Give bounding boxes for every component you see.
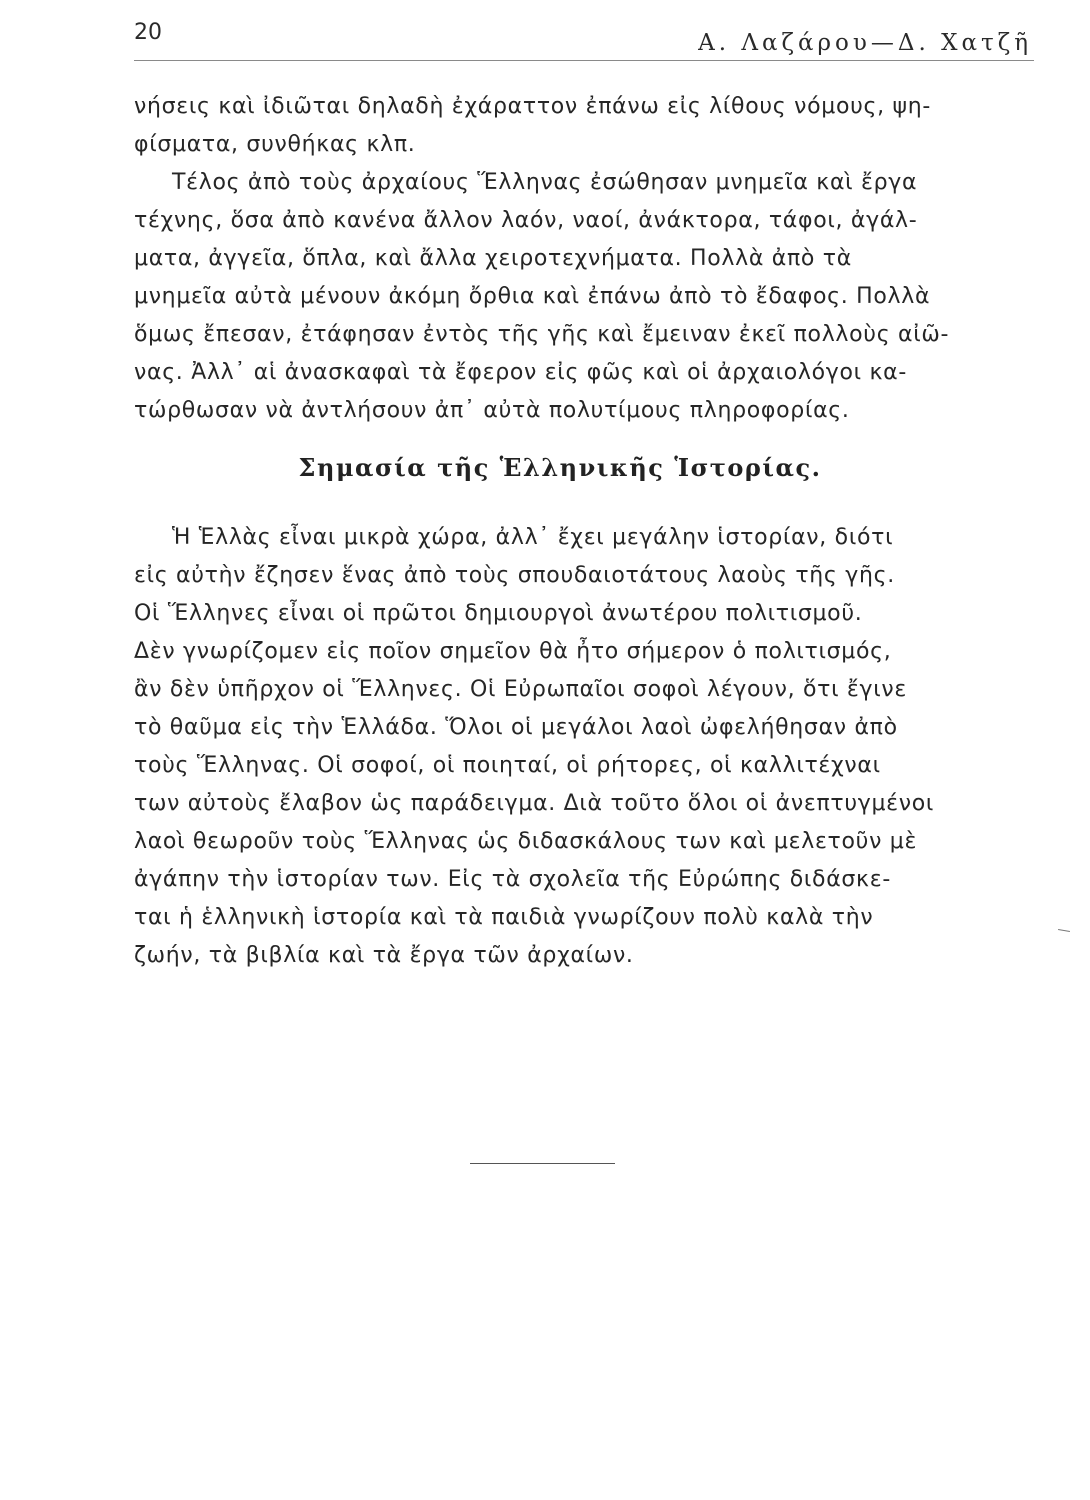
text-line: τώρθωσαν νὰ ἀντλήσουν ἀπ᾽ αὐτὰ πολυτίμους πληροφορίας.	[134, 398, 850, 423]
text-line: τοὺς Ἕλληνας. Οἱ σοφοί, οἱ ποιηταί, οἱ ρήτορες, οἱ καλλιτέχναι	[134, 753, 881, 778]
text-line: νας. Ἀλλ᾽ αἱ ἀνασκαφαὶ τὰ ἔφερον εἰς φῶς καὶ οἱ ἀρχαιολόγοι κα-	[134, 360, 907, 385]
text-line: ται ἡ ἑλληνικὴ ἱστορία καὶ τὰ παιδιὰ γνωρίζουν πολὺ καλὰ τὴν	[134, 905, 874, 930]
text-line: τέχνης, ὅσα ἀπὸ κανένα ἄλλον λαόν, ναοί, ἀνάκτορα, τάφοι, ἀγάλ-	[134, 208, 918, 233]
paragraph-monuments	[134, 164, 986, 430]
text-line: Τέλος ἀπὸ τοὺς ἀρχαίους Ἕλληνας ἐσώθησαν μνημεῖα καὶ ἔργα	[172, 170, 918, 195]
text-line: ζωήν, τὰ βιβλία καὶ τὰ ἔργα τῶν ἀρχαίων.	[134, 943, 634, 968]
text-line: μνημεῖα αὐτὰ μένουν ἀκόμη ὄρθια καὶ ἐπάνω ἀπὸ τὸ ἔδαφος. Πολλὰ	[134, 284, 931, 309]
text-line: νήσεις καὶ ἰδιῶται δηλαδὴ ἐχάραττον ἐπάνω εἰς λίθους νόμους, ψη-	[134, 94, 932, 119]
page-number: 20	[134, 20, 162, 45]
text-line: των αὐτοὺς ἔλαβον ὡς παράδειγμα. Διὰ τοῦτο ὅλοι οἱ ἀνεπτυγμένοι	[134, 791, 935, 816]
header-rule	[134, 60, 1034, 61]
margin-mark	[1058, 929, 1070, 932]
text-line: ἀγάπην τὴν ἱστορίαν των. Εἰς τὰ σχολεῖα τῆς Εὐρώπης διδάσκε-	[134, 867, 891, 892]
paragraph-continuation	[134, 88, 986, 164]
closing-rule	[470, 1163, 615, 1164]
text-line: Οἱ Ἕλληνες εἶναι οἱ πρῶτοι δημιουργοὶ ἀνωτέρου πολιτισμοῦ.	[134, 601, 863, 626]
text-line: ὅμως ἔπεσαν, ἐτάφησαν ἐντὸς τῆς γῆς καὶ ἔμειναν ἐκεῖ πολλοὺς αἰῶ-	[134, 322, 950, 347]
text-line: εἰς αὐτὴν ἔζησεν ἕνας ἀπὸ τοὺς σπουδαιοτάτους λαοὺς τῆς γῆς.	[134, 563, 895, 588]
paragraph-significance	[134, 519, 986, 975]
text-line: φίσματα, συνθήκας κλπ.	[134, 132, 416, 157]
text-line: τὸ θαῦμα εἰς τὴν Ἑλλάδα. Ὅλοι οἱ μεγάλοι λαοὶ ὠφελήθησαν ἀπὸ	[134, 715, 898, 740]
section-title: Σημασία τῆς Ἑλληνικῆς Ἱστορίας.	[298, 453, 822, 482]
text-line: λαοὶ θεωροῦν τοὺς Ἕλληνας ὡς διδασκάλους των καὶ μελετοῦν μὲ	[134, 829, 918, 854]
text-line: Δὲν γνωρίζομεν εἰς ποῖον σημεῖον θὰ ἦτο σήμερον ὁ πολιτισμός,	[134, 639, 892, 664]
text-line: Ἡ Ἑλλὰς εἶναι μικρὰ χώρα, ἀλλ᾽ ἔχει μεγάλην ἱστορίαν, διότι	[172, 525, 894, 550]
running-head: Α. Λαζάρου—Δ. Χατζῆ	[698, 30, 1032, 56]
text-line: ἂν δὲν ὑπῆρχον οἱ Ἕλληνες. Οἱ Εὐρωπαῖοι σοφοὶ λέγουν, ὅτι ἔγινε	[134, 677, 907, 702]
text-line: ματα, ἀγγεῖα, ὅπλα, καὶ ἄλλα χειροτεχνήματα. Πολλὰ ἀπὸ τὰ	[134, 246, 852, 271]
